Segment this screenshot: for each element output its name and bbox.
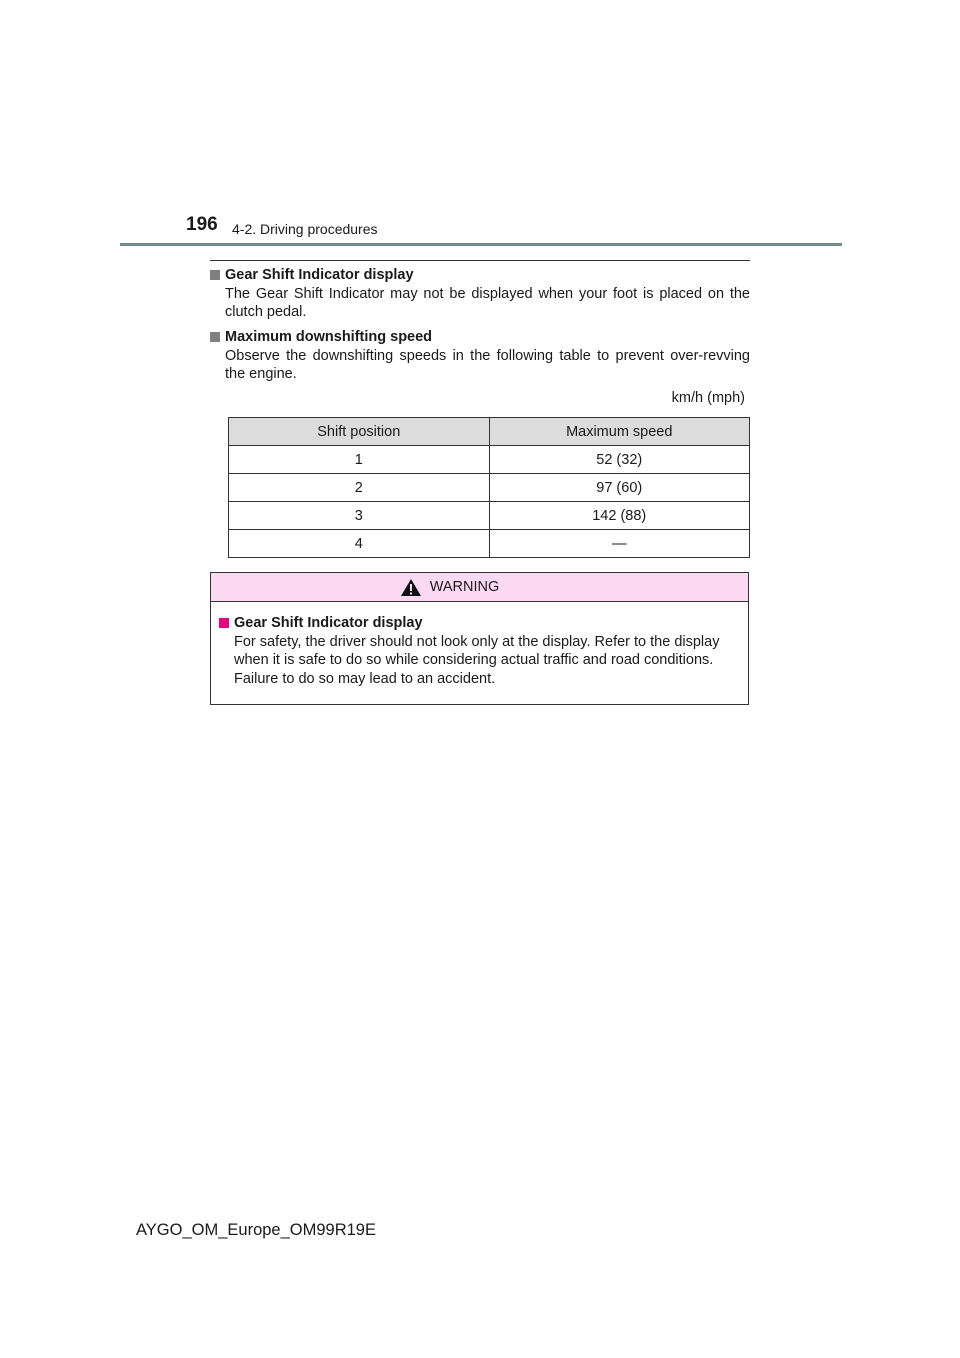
document-id: AYGO_OM_Europe_OM99R19E bbox=[136, 1221, 376, 1239]
square-bullet-icon bbox=[219, 618, 229, 628]
table-cell: 2 bbox=[229, 474, 490, 502]
table-row bbox=[229, 474, 750, 502]
page-number: 196 bbox=[186, 214, 218, 235]
downshift-text: Observe the downshifting speeds in the following table to prevent over-revving the engine. bbox=[225, 347, 750, 382]
downshift-section bbox=[210, 328, 750, 384]
warning-header bbox=[211, 573, 748, 602]
table-cell: 97 (60) bbox=[489, 474, 750, 502]
downshift-heading bbox=[210, 328, 750, 347]
warning-text: For safety, the driver should not look only at the display. Refer to the display when it is safe to do so while considering actual traffic and road conditions. Failure to do so may lead to an accident. bbox=[234, 633, 720, 687]
table-row bbox=[229, 502, 750, 530]
table-cell: 142 (88) bbox=[489, 502, 750, 530]
warning-body bbox=[211, 602, 748, 688]
table-row bbox=[229, 530, 750, 558]
square-bullet-icon bbox=[210, 332, 220, 342]
header-rule bbox=[120, 243, 842, 246]
downshift-heading-text: Maximum downshifting speed bbox=[225, 329, 433, 345]
speed-table bbox=[228, 417, 750, 558]
gear-shift-section bbox=[210, 266, 750, 322]
gear-shift-heading-text: Gear Shift Indicator display bbox=[225, 267, 414, 283]
table-cell: — bbox=[489, 530, 750, 558]
content-rule bbox=[210, 260, 750, 261]
table-cell: 4 bbox=[229, 530, 490, 558]
table-cell: 1 bbox=[229, 446, 490, 474]
column-header: Maximum speed bbox=[489, 418, 750, 446]
warning-heading bbox=[219, 614, 738, 633]
table-cell: 3 bbox=[229, 502, 490, 530]
gear-shift-text: The Gear Shift Indicator may not be displayed when your foot is placed on the clutch pedal. bbox=[225, 285, 750, 320]
warning-triangle-icon bbox=[400, 578, 422, 597]
gear-shift-heading bbox=[210, 266, 750, 285]
section-title: 4-2. Driving procedures bbox=[232, 221, 378, 237]
unit-label: km/h (mph) bbox=[671, 390, 745, 406]
table-row bbox=[229, 446, 750, 474]
table-cell: 52 (32) bbox=[489, 446, 750, 474]
warning-heading-text: Gear Shift Indicator display bbox=[234, 615, 423, 631]
column-header: Shift position bbox=[229, 418, 490, 446]
warning-box bbox=[210, 572, 749, 705]
warning-title: WARNING bbox=[429, 579, 500, 595]
table-header-row bbox=[229, 418, 750, 446]
square-bullet-icon bbox=[210, 270, 220, 280]
